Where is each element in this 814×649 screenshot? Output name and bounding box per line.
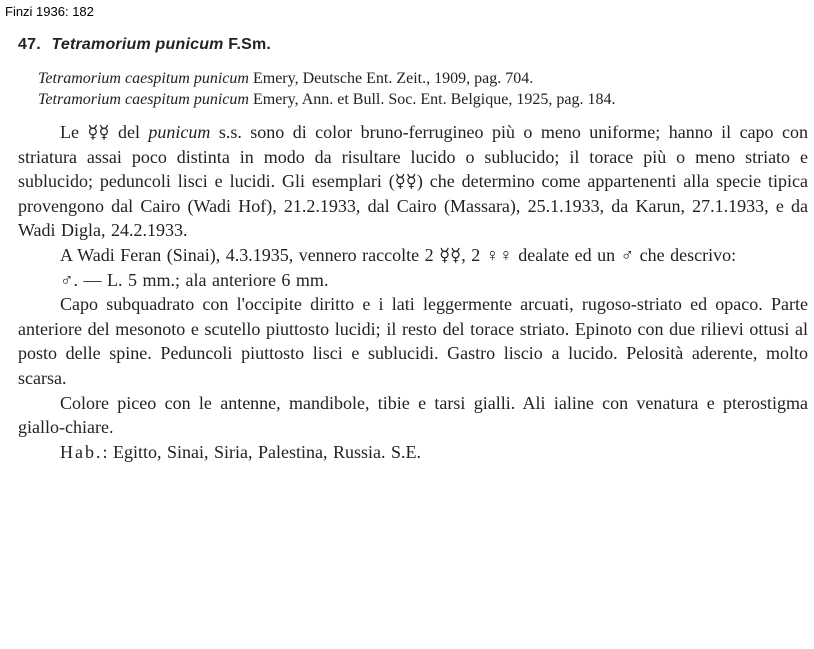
citation-label: Finzi 1936: 182 bbox=[5, 4, 94, 19]
paragraph-workers bbox=[18, 120, 808, 243]
synonym-list bbox=[18, 68, 808, 110]
habitat-label: Hab. bbox=[60, 441, 103, 462]
text-run: s.s. sono di color bruno-ferrugineo più o meno uniforme; hanno il capo con striatura assai poco distinta in modo da risultare lucido o sublucido; il torace più o meno striato e sublucido; peduncoli lisci e lucidi. Gli esemplari (☿☿) che determino come appartenenti alla specie tipica provengono dal Cairo (Wadi Hof), 21.2.1933, dal Cairo (Massara), 25.1.1933, da Karun, 27.1.1933, e da Wadi Digla, 24.2.1933. bbox=[18, 122, 808, 241]
paragraph-locality: A Wadi Feran (Sinai), 4.3.1935, vennero raccolte 2 ☿☿, 2 ♀♀ dealate ed un ♂ che descrivo: bbox=[60, 244, 737, 265]
species-heading bbox=[18, 36, 808, 54]
paragraph-male-size: ♂. — L. 5 mm.; ala anteriore 6 mm. bbox=[60, 269, 329, 290]
synonym-reference: Emery, Deutsche Ent. Zeit., 1909, pag. 704. bbox=[248, 70, 534, 87]
text-run: Le ☿☿ del bbox=[60, 122, 149, 142]
paragraph-color: Colore piceo con le antenne, mandibole, tibie e tarsi gialli. Ali ialine con venatura e pterostigma giallo-chiare. bbox=[18, 392, 808, 438]
habitat-list: : Egitto, Sinai, Siria, Palestina, Russia. S.E. bbox=[102, 441, 421, 462]
synonym-entry bbox=[18, 68, 808, 89]
synonym-taxon: Tetramorium caespitum punicum bbox=[38, 70, 249, 87]
synonym-taxon: Tetramorium caespitum punicum bbox=[38, 91, 249, 108]
species-name: Tetramorium punicum bbox=[51, 36, 224, 53]
text-run-italic: punicum bbox=[148, 122, 211, 142]
paragraph-male-description: Capo subquadrato con l'occipite diritto e i lati leggermente arcuati, rugoso-striato ed opaco. Parte anteriore del mesonoto e scutello piuttosto lucidi; il resto del torace striato. Epinoto con due rilievi ottusi al posto delle spine. Peduncoli piuttosto lisci e sublucidi. Gastro liscio a lucido. Pelosità aderente, molto scarsa. bbox=[18, 294, 808, 388]
document-page bbox=[18, 36, 808, 464]
species-author: F.Sm. bbox=[228, 36, 272, 53]
paragraph-habitat bbox=[18, 440, 808, 465]
species-number: 47. bbox=[18, 36, 41, 53]
synonym-reference: Emery, Ann. et Bull. Soc. Ent. Belgique, 1925, pag. 184. bbox=[248, 91, 616, 108]
synonym-entry bbox=[18, 89, 808, 110]
